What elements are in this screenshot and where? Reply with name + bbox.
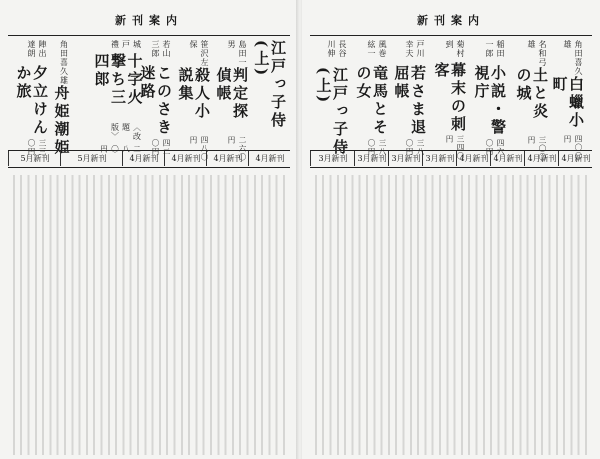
book-entry (550, 40, 584, 162)
top-rule (310, 35, 592, 36)
book-entry (14, 40, 48, 162)
book-title: 十字火撃ち三四郎 (92, 53, 144, 108)
book-author: 笹沢左保 (189, 40, 209, 67)
book-entry (214, 40, 248, 162)
book-price: 四二〇円 (151, 138, 171, 156)
book-price: 四〇〇円 (563, 134, 583, 161)
book-subtitle: 〈改題版〉 (110, 123, 142, 142)
book-price: 三三〇円 (27, 138, 47, 156)
book-author: 戸川幸夫 (405, 40, 425, 58)
book-price: 三八〇円 (367, 138, 387, 156)
book-author: 長谷川伸 (327, 40, 347, 58)
book-author: 稲田一郎 (485, 40, 505, 58)
top-rule (8, 35, 290, 36)
book-price: 二八〇円 (99, 145, 142, 154)
book-author: 陣出達朗 (27, 40, 47, 58)
book-title: 竜馬とその女 (354, 64, 389, 137)
book-author: 若山三郎 (151, 40, 171, 58)
release-date: 4月新刊 (524, 151, 559, 166)
right-page (302, 0, 600, 459)
book-price: 三四〇円 (445, 134, 465, 161)
book-title: 白蠟小町 (550, 76, 585, 131)
book-title: 土と炎の城 (514, 67, 549, 122)
book-author: 島田一男 (227, 40, 247, 67)
description-text (314, 175, 590, 455)
book-author: 角田喜久雄 (59, 40, 69, 85)
book-entry (432, 40, 466, 162)
release-date: 4月新刊 (206, 151, 249, 166)
book-price: 四八〇円 (189, 136, 209, 162)
book-entry (176, 40, 210, 162)
book-author: 角田喜久雄 (563, 40, 583, 76)
book-title: 幕末の刺客 (432, 61, 467, 134)
book-entry (92, 40, 143, 162)
release-date: 3月新刊 (422, 151, 457, 166)
book-title: 判定探偵帳 (214, 67, 249, 122)
release-date: 4月新刊 (164, 151, 207, 166)
release-date: 3月新刊 (354, 151, 389, 166)
book-entry (472, 40, 506, 162)
release-date: 4月新刊 (248, 151, 291, 166)
book-entry (252, 40, 286, 162)
book-price: 三〇〇円 (527, 136, 547, 162)
book-title: 舟姫潮姫 (52, 85, 71, 157)
release-date: 3月新刊 (388, 151, 423, 166)
book-title: 若さま退屈帳 (392, 64, 427, 137)
book-title: 小説・警視庁 (472, 64, 507, 137)
release-date: 3月新刊 (310, 151, 355, 166)
release-date: 4月新刊 (558, 151, 593, 166)
book-entry (52, 40, 70, 162)
book-price: 二六〇円 (227, 136, 247, 162)
release-date: 4月新刊 (122, 151, 165, 166)
book-title: 江戸っ子侍(上) (314, 66, 349, 157)
book-title: 夕立けんか旅 (14, 64, 49, 137)
book-title: 江戸っ子侍(上) (252, 40, 287, 130)
book-author: 風巻絃一 (367, 40, 387, 58)
page-heading: 新刊案内 (417, 14, 485, 27)
page-heading: 新刊案内 (115, 14, 183, 27)
book-title: このさき迷路 (138, 64, 173, 137)
book-author: 城戸禮 (110, 40, 142, 49)
book-entry (392, 40, 426, 162)
release-date: 4月新刊 (490, 151, 525, 166)
book-entry (314, 40, 348, 162)
release-date: 5月新刊 (8, 151, 61, 166)
description-text (12, 175, 288, 455)
date-row-bottom-rule (310, 167, 592, 168)
book-author: 名和弓雄 (527, 40, 547, 67)
date-row-bottom-rule (8, 167, 290, 168)
release-date: 4月新刊 (456, 151, 491, 166)
book-title: 殺人小説集 (176, 67, 211, 122)
book-entry (514, 40, 548, 162)
book-author: 菊村到 (445, 40, 465, 58)
left-page (0, 0, 298, 459)
release-date: 5月新刊 (60, 151, 123, 166)
book-entry (354, 40, 388, 162)
book-price: 四六〇円 (485, 138, 505, 156)
book-price: 三八〇円 (405, 138, 425, 156)
